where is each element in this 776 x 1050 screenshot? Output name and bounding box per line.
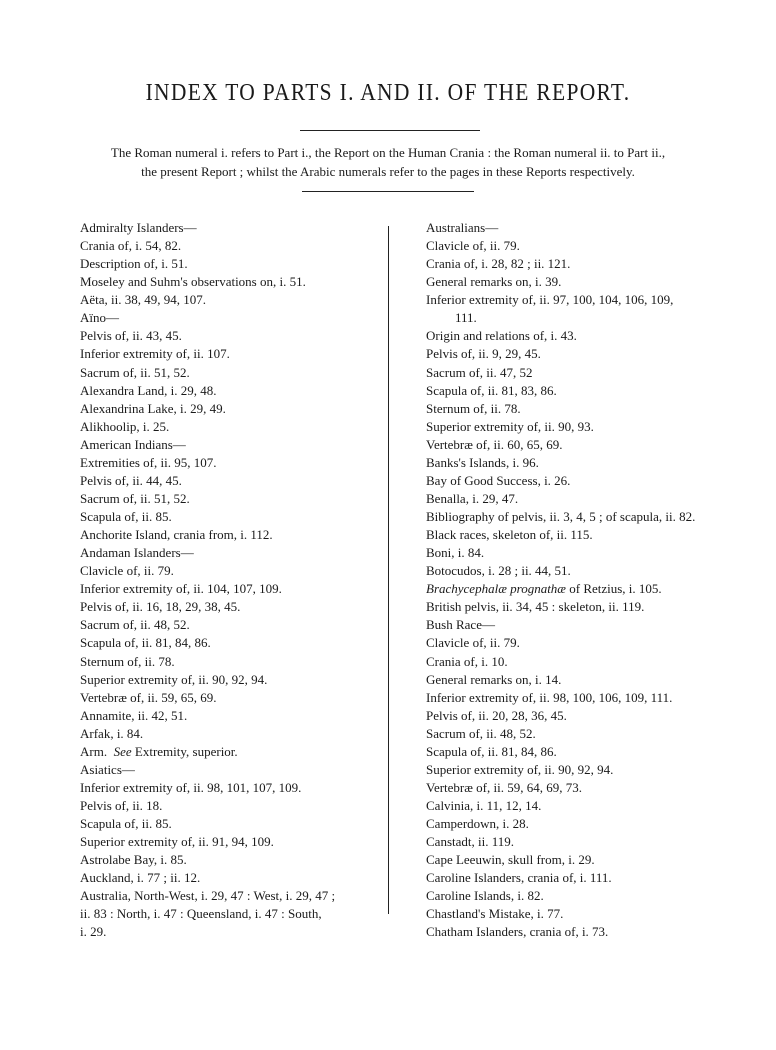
index-subentry <box>397 725 727 743</box>
entry-text: Scapula of, ii. 85. <box>80 816 172 832</box>
entry-text: Crania of, i. 10. <box>426 653 508 669</box>
entry-text: Scapula of, ii. 85. <box>80 509 172 524</box>
index-entry <box>397 815 727 833</box>
index-entry <box>397 923 727 941</box>
index-subentry <box>397 707 727 725</box>
index-entry <box>51 382 383 400</box>
index-subentry <box>51 454 383 472</box>
index-entry <box>51 869 383 887</box>
index-entry <box>397 562 727 580</box>
index-subentry <box>51 237 383 255</box>
entry-text: Sternum of, ii. 78. <box>80 653 175 669</box>
note-rule <box>302 191 474 192</box>
index-subentry <box>51 833 383 851</box>
index-subentry <box>397 273 727 291</box>
index-entry <box>397 544 727 562</box>
entry-text: Superior extremity of, ii. 90, 92, 94. <box>80 671 268 687</box>
index-entry <box>397 616 727 634</box>
entry-text: Astrolabe Bay, i. 85. <box>80 852 187 868</box>
page-title: INDEX TO PARTS I. AND II. OF THE REPORT. <box>145 78 631 106</box>
index-subentry <box>51 273 383 291</box>
index-subentry <box>51 779 383 797</box>
index-entry <box>51 219 383 237</box>
explanatory-note <box>40 143 736 181</box>
entry-text: Auckland, i. 77 ; ii. 12. <box>80 870 201 886</box>
entry-text: Inferior extremity of, ii. 104, 107, 109. <box>80 581 282 597</box>
entry-text: General remarks on, i. 39. <box>426 274 562 290</box>
entry-text: Chatham Islanders, crania of, i. 73. <box>426 924 609 940</box>
index-entry <box>397 887 727 905</box>
index-subentry <box>397 400 727 418</box>
entry-text: Chastland's Mistake, i. 77. <box>426 906 564 922</box>
index-subentry <box>397 309 727 327</box>
entry-italic-term: Brachycephalæ prognathæ <box>426 581 566 597</box>
index-subentry <box>51 508 383 526</box>
entry-text: Origin and relations of, i. 43. <box>426 328 577 344</box>
see-reference: See <box>113 743 132 759</box>
entry-text: Crania of, i. 54, 82. <box>80 238 182 254</box>
index-entry <box>397 797 727 815</box>
entry-text: Canstadt, ii. 119. <box>426 834 514 850</box>
entry-text: of Retzius, i. 105. <box>565 581 662 597</box>
index-entry <box>51 887 383 905</box>
index-subentry <box>51 905 383 923</box>
entry-text: 111. <box>455 310 477 326</box>
index-subentry <box>51 255 383 273</box>
entry-text: Pelvis of, ii. 16, 18, 29, 38, 45. <box>80 599 241 615</box>
entry-text: Inferior extremity of, ii. 98, 100, 106, 109, 111. <box>426 689 673 705</box>
index-entry <box>397 472 727 490</box>
index-subentry <box>51 923 383 941</box>
entry-text: Alexandra Land, i. 29, 48. <box>80 382 217 398</box>
index-subentry <box>51 653 383 671</box>
index-subentry <box>397 743 727 761</box>
index-subentry <box>397 255 727 273</box>
entry-text: Vertebræ of, ii. 59, 64, 69, 73. <box>426 779 582 795</box>
entry-text: Pelvis of, ii. 20, 28, 36, 45. <box>426 707 567 723</box>
index-subentry <box>51 562 383 580</box>
entry-text: Sacrum of, ii. 51, 52. <box>80 490 190 506</box>
entry-text: Sacrum of, ii. 48, 52. <box>426 725 536 741</box>
index-subentry <box>51 345 383 363</box>
index-entry <box>397 580 727 598</box>
entry-text: Inferior extremity of, ii. 107. <box>80 346 230 362</box>
index-entry <box>51 743 383 761</box>
index-entry <box>397 490 727 508</box>
entry-text: Crania of, i. 28, 82 ; ii. 121. <box>426 256 571 272</box>
index-subentry <box>51 689 383 707</box>
index-subentry <box>397 364 727 382</box>
entry-text: General remarks on, i. 14. <box>426 671 562 687</box>
entry-text: Sacrum of, ii. 47, 52 <box>426 364 533 380</box>
entry-text: British pelvis, ii. 34, 45 : skeleton, ii. 119. <box>426 599 645 615</box>
entry-text: Pelvis of, ii. 43, 45. <box>80 328 182 344</box>
index-entry <box>51 761 383 779</box>
title-rule <box>300 130 480 131</box>
entry-text: Pelvis of, ii. 9, 29, 45. <box>426 346 541 362</box>
entry-text: Inferior extremity of, ii. 97, 100, 104, 106, 109, <box>426 292 674 308</box>
entry-text: Sternum of, ii. 78. <box>426 400 521 416</box>
entry-text: Boni, i. 84. <box>426 545 485 561</box>
entry-text: Superior extremity of, ii. 90, 92, 94. <box>426 761 614 777</box>
index-entry <box>51 851 383 869</box>
index-entry <box>51 436 383 454</box>
index-entry <box>397 219 727 237</box>
entry-text: Australians— <box>426 220 499 235</box>
entry-text: Annamite, ii. 42, 51. <box>80 707 188 723</box>
entry-text: Pelvis of, ii. 44, 45. <box>80 472 182 488</box>
entry-text: Black races, skeleton of, ii. 115. <box>426 527 593 543</box>
index-subentry <box>397 761 727 779</box>
entry-text: Scapula of, ii. 81, 83, 86. <box>426 382 557 398</box>
index-subentry <box>51 815 383 833</box>
entry-text: Clavicle of, ii. 79. <box>80 563 174 579</box>
entry-text: Admiralty Islanders— <box>80 220 197 235</box>
entry-text: Scapula of, ii. 81, 84, 86. <box>426 743 557 759</box>
entry-text: Aëta, ii. 38, 49, 94, 107. <box>80 292 207 308</box>
index-subentry <box>51 327 383 345</box>
entry-text: Scapula of, ii. 81, 84, 86. <box>80 635 211 651</box>
column-divider <box>388 226 389 914</box>
entry-text: Bay of Good Success, i. 26. <box>426 472 571 488</box>
index-subentry <box>51 490 383 508</box>
entry-text: Clavicle of, ii. 79. <box>426 635 520 651</box>
entry-text: Superior extremity of, ii. 90, 93. <box>426 418 594 434</box>
entry-text: Sacrum of, ii. 48, 52. <box>80 617 190 633</box>
index-subentry <box>51 671 383 689</box>
index-entry <box>397 851 727 869</box>
index-subentry <box>397 291 727 309</box>
index-subentry <box>397 779 727 797</box>
index-subentry <box>51 634 383 652</box>
entry-text: Camperdown, i. 28. <box>426 816 529 832</box>
entry-text: Arm. <box>80 743 108 759</box>
index-entry <box>51 418 383 436</box>
entry-text: Superior extremity of, ii. 91, 94, 109. <box>80 834 274 850</box>
entry-text: Caroline Islands, i. 82. <box>426 888 544 904</box>
index-subentry <box>397 436 727 454</box>
entry-text: Extremity, superior. <box>131 743 238 759</box>
entry-text: Clavicle of, ii. 79. <box>426 238 520 254</box>
index-subentry <box>397 671 727 689</box>
entry-text: Australia, North-West, i. 29, 47 : West, i. 29, 47 ; <box>80 888 336 904</box>
index-column-left <box>51 219 383 942</box>
index-entry <box>397 508 727 526</box>
entry-text: Bush Race— <box>426 617 495 633</box>
entry-text: Bibliography of pelvis, ii. 3, 4, 5 ; of scapula, ii. 82. <box>426 509 696 524</box>
entry-text: Cape Leeuwin, skull from, i. 29. <box>426 852 595 868</box>
index-subentry <box>397 634 727 652</box>
index-subentry <box>397 418 727 436</box>
index-entry <box>51 309 383 327</box>
entry-text: Anchorite Island, crania from, i. 112. <box>80 527 273 543</box>
index-subentry <box>51 472 383 490</box>
entry-text: Vertebræ of, ii. 60, 65, 69. <box>426 436 563 452</box>
index-entry <box>51 526 383 544</box>
index-entry <box>51 400 383 418</box>
entry-text: Alexandrina Lake, i. 29, 49. <box>80 400 226 416</box>
entry-text: Moseley and Suhm's observations on, i. 51. <box>80 274 306 290</box>
index-entry <box>397 598 727 616</box>
index-entry <box>51 707 383 725</box>
index-subentry <box>51 364 383 382</box>
index-subentry <box>397 327 727 345</box>
entry-text: Inferior extremity of, ii. 98, 101, 107, 109. <box>80 779 302 795</box>
entry-text: Aïno— <box>80 310 119 326</box>
entry-text: Botocudos, i. 28 ; ii. 44, 51. <box>426 563 571 579</box>
index-subentry <box>397 689 727 707</box>
note-line-1: The Roman numeral i. refers to Part i., the Report on the Human Crania : the Roman numeral ii. to Part ii., <box>110 145 666 160</box>
entry-text: Alikhoolip, i. 25. <box>80 418 170 434</box>
index-entry <box>397 454 727 472</box>
entry-text: Extremities of, ii. 95, 107. <box>80 454 217 470</box>
index-entry <box>397 905 727 923</box>
entry-text: ii. 83 : North, i. 47 : Queensland, i. 47 : South, <box>80 906 322 922</box>
index-subentry <box>51 797 383 815</box>
entry-text: Andaman Islanders— <box>80 545 194 561</box>
index-subentry <box>397 345 727 363</box>
index-entry <box>51 291 383 309</box>
entry-text: Description of, i. 51. <box>80 256 188 272</box>
entry-text: Benalla, i. 29, 47. <box>426 490 519 506</box>
entry-text: Caroline Islanders, crania of, i. 111. <box>426 870 612 886</box>
index-subentry <box>397 382 727 400</box>
index-subentry <box>51 580 383 598</box>
entry-text: Arfak, i. 84. <box>80 725 144 741</box>
entry-text: Calvinia, i. 11, 12, 14. <box>426 798 542 813</box>
index-entry <box>397 869 727 887</box>
note-line-2: the present Report ; whilst the Arabic numerals refer to the pages in these Reports respectively. <box>141 164 635 179</box>
entry-text: American Indians— <box>80 436 186 452</box>
index-entry <box>51 725 383 743</box>
entry-text: Banks's Islands, i. 96. <box>426 454 539 470</box>
index-entry <box>397 833 727 851</box>
index-subentry <box>51 598 383 616</box>
index-subentry <box>51 616 383 634</box>
entry-text: Pelvis of, ii. 18. <box>80 798 163 813</box>
index-subentry <box>397 237 727 255</box>
entry-text: Sacrum of, ii. 51, 52. <box>80 364 190 380</box>
index-entry <box>397 526 727 544</box>
index-column-right <box>397 219 727 942</box>
index-subentry <box>397 653 727 671</box>
entry-text: Asiatics— <box>80 761 135 777</box>
entry-text: i. 29. <box>80 924 107 940</box>
index-entry <box>51 544 383 562</box>
entry-text: Vertebræ of, ii. 59, 65, 69. <box>80 689 217 705</box>
